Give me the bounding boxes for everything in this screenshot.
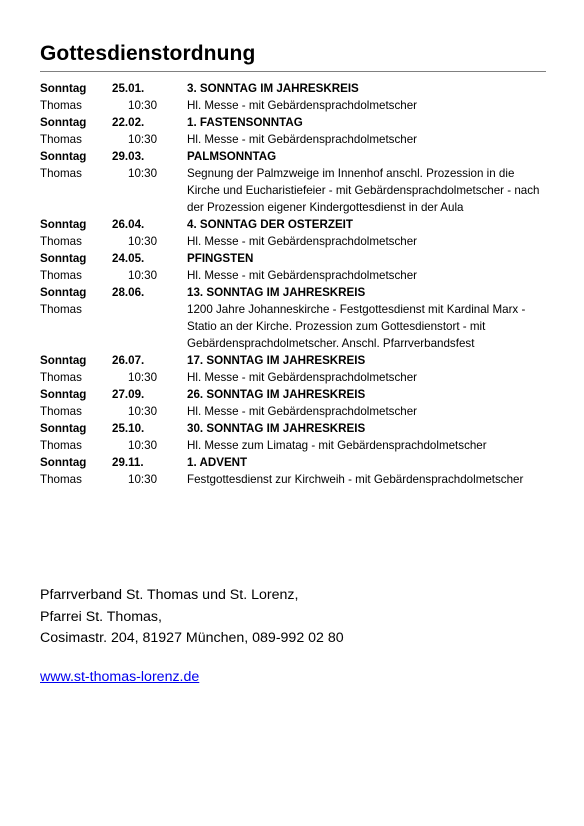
entry-time: 10:30 [128, 235, 158, 248]
schedule-entry [40, 284, 546, 352]
entry-detail-row [40, 301, 546, 352]
entry-name: 3. SONNTAG IM JAHRESKREIS [187, 82, 359, 95]
entry-description: Segnung der Palmzweige im Innenhof anschl. Prozession in die Kirche und Eucharistiefeier - mit Gebärdensprachdolmetscher - nach der Prozession eigener Kindergottesdienst in der Aula [187, 167, 540, 214]
entry-description: Hl. Messe - mit Gebärdensprachdolmetscher [187, 99, 418, 112]
entry-header-row [40, 454, 546, 471]
entry-header-row [40, 420, 546, 437]
entry-place: Thomas [40, 473, 82, 486]
schedule-entry [40, 420, 546, 454]
entry-time: 10:30 [128, 133, 158, 146]
schedule-entry [40, 250, 546, 284]
entry-description: Festgottesdienst zur Kirchweih - mit Gebärdensprachdolmetscher [187, 473, 524, 486]
address-line-street: Cosimastr. 204, 81927 München, 089-992 02 80 [40, 630, 344, 646]
entry-place: Thomas [40, 303, 82, 316]
entry-detail-row [40, 471, 546, 488]
schedule-entry [40, 114, 546, 148]
entry-date: 25.10. [112, 422, 145, 435]
entry-header-row [40, 216, 546, 233]
entry-day: Sonntag [40, 150, 87, 163]
address-line-parish-association: Pfarrverband St. Thomas und St. Lorenz, [40, 587, 299, 603]
entry-day: Sonntag [40, 286, 87, 299]
entry-detail-row [40, 97, 546, 114]
entry-date: 26.04. [112, 218, 145, 231]
schedule-entry [40, 80, 546, 114]
entry-time [112, 301, 187, 352]
page-title: Gottesdienstordnung [40, 42, 256, 65]
entry-description: 1200 Jahre Johanneskirche - Festgottesdienst mit Kardinal Marx - Statio an der Kirche. Prozession zum Gottesdienstort - mit Gebärdensprachdolmetscher. Anschl. Pfarrverbandsfest [187, 303, 526, 350]
entry-day: Sonntag [40, 218, 87, 231]
entry-place: Thomas [40, 133, 82, 146]
entry-description: Hl. Messe zum Limatag - mit Gebärdensprachdolmetscher [187, 439, 487, 452]
entry-header-row [40, 114, 546, 131]
entry-description: Hl. Messe - mit Gebärdensprachdolmetscher [187, 235, 418, 248]
entry-place: Thomas [40, 99, 82, 112]
entry-day: Sonntag [40, 116, 87, 129]
service-schedule [40, 80, 546, 488]
entry-description: Hl. Messe - mit Gebärdensprachdolmetscher [187, 269, 418, 282]
entry-time: 10:30 [128, 439, 158, 452]
entry-header-row [40, 386, 546, 403]
parish-address [40, 585, 344, 650]
schedule-entry [40, 148, 546, 216]
entry-detail-row [40, 369, 546, 386]
entry-place: Thomas [40, 167, 82, 180]
entry-name: PALMSONNTAG [187, 150, 277, 163]
entry-detail-row [40, 165, 546, 216]
entry-place: Thomas [40, 269, 82, 282]
entry-date: 27.09. [112, 388, 145, 401]
entry-detail-row [40, 267, 546, 284]
entry-day: Sonntag [40, 422, 87, 435]
entry-day: Sonntag [40, 82, 87, 95]
entry-detail-row [40, 233, 546, 250]
entry-name: 1. FASTENSONNTAG [187, 116, 303, 129]
entry-header-row [40, 352, 546, 369]
entry-date: 24.05. [112, 252, 145, 265]
entry-name: 13. SONNTAG IM JAHRESKREIS [187, 286, 366, 299]
entry-name: 26. SONNTAG IM JAHRESKREIS [187, 388, 366, 401]
entry-detail-row [40, 437, 546, 454]
entry-name: 30. SONNTAG IM JAHRESKREIS [187, 422, 366, 435]
entry-header-row [40, 80, 546, 97]
entry-header-row [40, 250, 546, 267]
entry-place: Thomas [40, 371, 82, 384]
entry-date: 25.01. [112, 82, 145, 95]
entry-header-row [40, 148, 546, 165]
entry-date: 29.03. [112, 150, 145, 163]
entry-header-row [40, 284, 546, 301]
website-link[interactable]: www.st-thomas-lorenz.de [40, 669, 200, 685]
entry-name: PFINGSTEN [187, 252, 254, 265]
entry-day: Sonntag [40, 388, 87, 401]
entry-time: 10:30 [128, 473, 158, 486]
entry-time: 10:30 [128, 99, 158, 112]
entry-date: 29.11. [112, 456, 144, 469]
entry-place: Thomas [40, 439, 82, 452]
entry-day: Sonntag [40, 354, 87, 367]
title-divider [40, 71, 546, 72]
schedule-entry [40, 352, 546, 386]
entry-time: 10:30 [128, 371, 158, 384]
schedule-entry [40, 454, 546, 488]
entry-detail-row [40, 403, 546, 420]
entry-time: 10:30 [128, 405, 158, 418]
entry-date: 26.07. [112, 354, 145, 367]
entry-description: Hl. Messe - mit Gebärdensprachdolmetscher [187, 371, 418, 384]
entry-detail-row [40, 131, 546, 148]
entry-name: 4. SONNTAG DER OSTERZEIT [187, 218, 353, 231]
schedule-entry [40, 386, 546, 420]
entry-place: Thomas [40, 405, 82, 418]
entry-day: Sonntag [40, 456, 87, 469]
entry-date: 28.06. [112, 286, 145, 299]
entry-day: Sonntag [40, 252, 87, 265]
entry-name: 1. ADVENT [187, 456, 248, 469]
entry-description: Hl. Messe - mit Gebärdensprachdolmetscher [187, 405, 418, 418]
entry-description: Hl. Messe - mit Gebärdensprachdolmetscher [187, 133, 418, 146]
entry-name: 17. SONNTAG IM JAHRESKREIS [187, 354, 366, 367]
schedule-entry [40, 216, 546, 250]
entry-date: 22.02. [112, 116, 145, 129]
entry-time: 10:30 [128, 269, 158, 282]
entry-time: 10:30 [128, 167, 158, 180]
address-line-parish: Pfarrei St. Thomas, [40, 608, 162, 625]
entry-place: Thomas [40, 235, 82, 248]
